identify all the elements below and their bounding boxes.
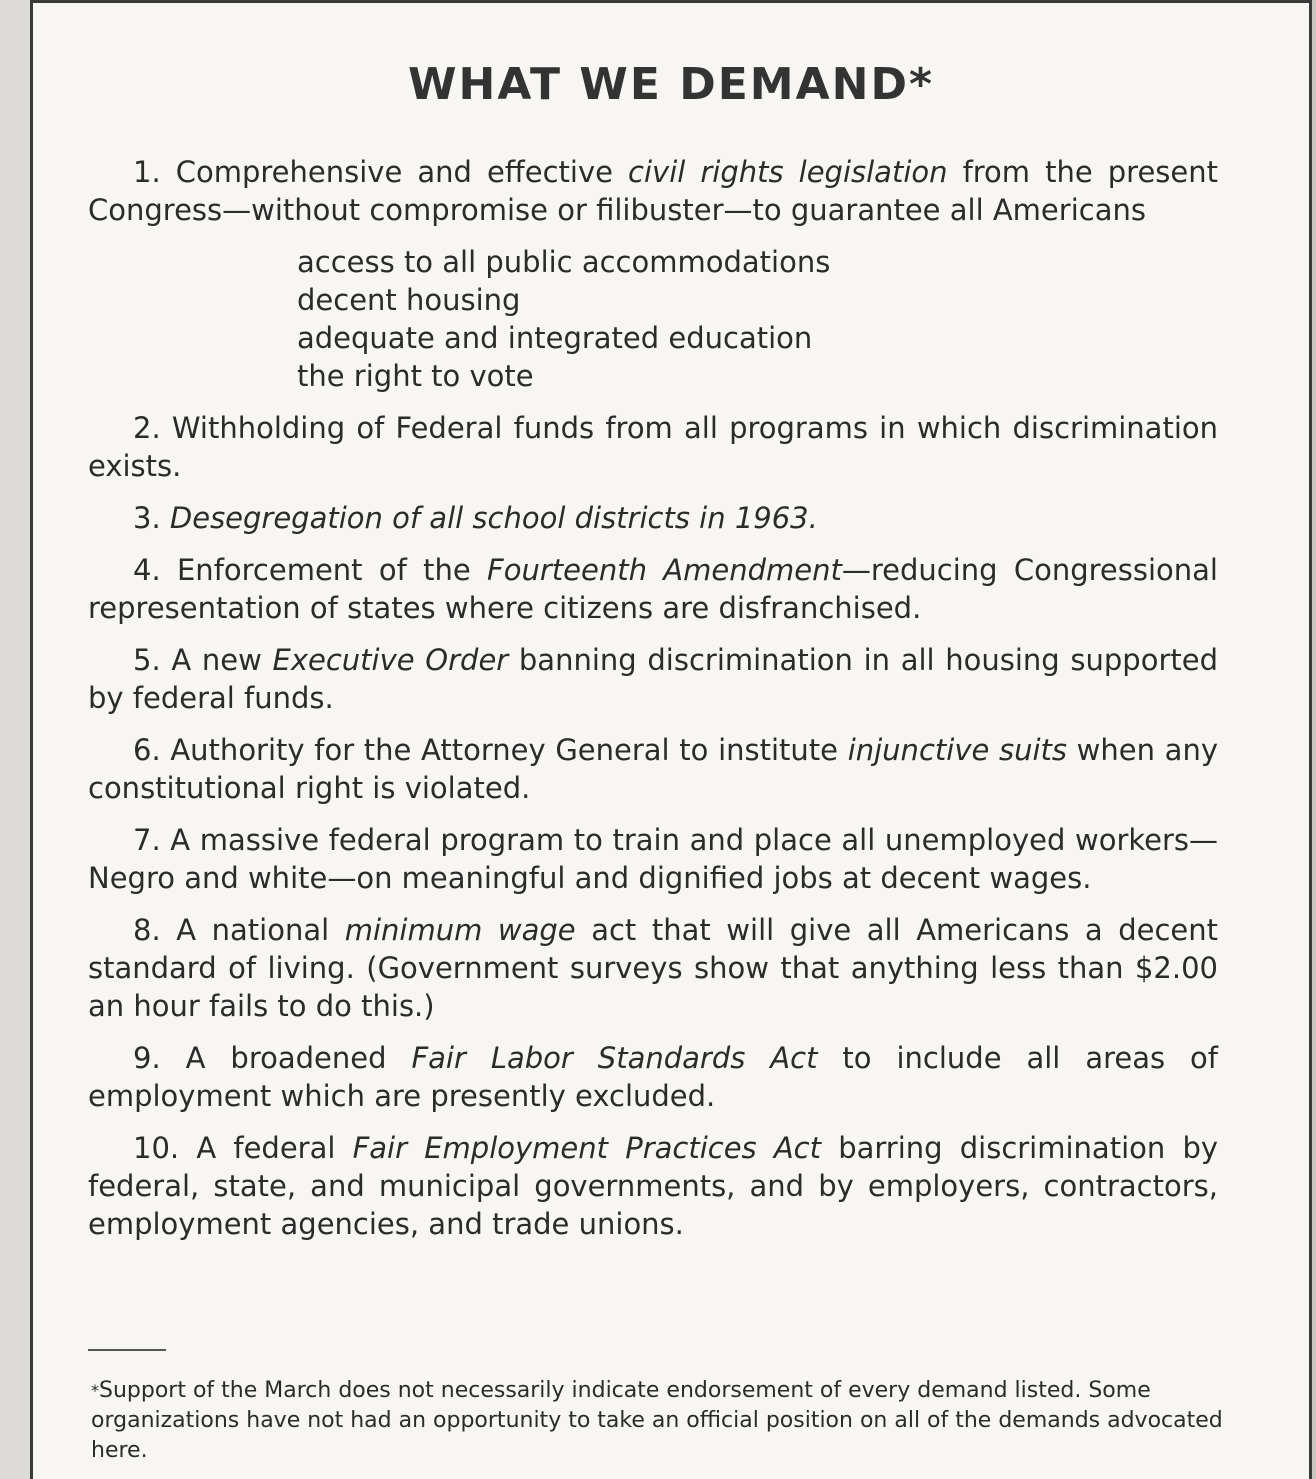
demand-text: from the present Congress—without compromise or filibuster—to guarantee all Americans <box>88 155 1218 227</box>
page-edge-shadow <box>1312 0 1316 1479</box>
demand-item-7 <box>88 821 1218 897</box>
demand-text: act that will give all Americans a decent standard of living. (Government surveys show that anything less than $2.00 an hour fails to do this.) <box>88 913 1218 1023</box>
demand-number: 6. <box>133 733 161 767</box>
demand-emphasis: civil rights legislation <box>628 155 948 189</box>
footnote <box>91 1376 1226 1466</box>
page-title: WHAT WE DEMAND* <box>407 59 934 110</box>
footnote-marker: * <box>91 1381 99 1400</box>
subitem: access to all public accommodations <box>297 245 831 279</box>
demand-emphasis: Fair Employment Practices Act <box>352 1131 821 1165</box>
demand-text: A federal <box>196 1131 353 1165</box>
demand-emphasis: Fourteenth Amendment <box>487 553 842 587</box>
demand-number: 4. <box>133 553 161 587</box>
demand-item-6 <box>88 731 1218 807</box>
demand-number: 2. <box>133 411 161 445</box>
subitem: the right to vote <box>297 359 534 393</box>
demand-text: A new <box>171 643 273 677</box>
demand-text: —reducing Congressional representation of states where citizens are disfranchised. <box>88 553 1218 625</box>
demands-list <box>88 153 1218 1257</box>
demand-item-2 <box>88 409 1218 485</box>
demand-number: 1. <box>133 155 161 189</box>
footnote-divider <box>88 1349 166 1351</box>
demand-item-3 <box>88 499 1218 537</box>
demand-text: when any constitutional right is violated. <box>88 733 1218 805</box>
demand-text: Enforcement of the <box>176 553 488 587</box>
demand-text: Withholding of Federal funds from all programs in which discrimination exists. <box>88 411 1219 483</box>
demand-emphasis: injunctive suits <box>847 733 1068 767</box>
demand-number: 5. <box>133 643 161 677</box>
demand-number: 7. <box>133 823 161 857</box>
demand-text: A broadened <box>185 1041 412 1075</box>
demand-item-9 <box>88 1039 1218 1115</box>
demand-item-5 <box>88 641 1218 717</box>
subitem: adequate and integrated education <box>297 321 813 355</box>
demand-number: 10. <box>133 1131 180 1165</box>
demand-emphasis: Desegregation of all school districts in 1963. <box>169 501 818 535</box>
demand-text: A national <box>176 913 345 947</box>
demand-text: to include all areas of employment which are presently excluded. <box>88 1041 1218 1113</box>
demand-text: banning discrimination in all housing supported by federal funds. <box>88 643 1218 715</box>
demand-item-1 <box>88 153 1218 229</box>
demand-text: Comprehensive and effective <box>175 155 629 189</box>
demand-item-10 <box>88 1129 1218 1243</box>
footnote-text: Support of the March does not necessarily indicate endorsement of every demand listed. Some organizations have not had an opportunity to take an official position on all of the demands advocated here. <box>91 1378 1223 1463</box>
demand-1-subitems <box>297 243 1218 395</box>
document-page <box>30 0 1312 1479</box>
demand-number: 3. <box>133 501 161 535</box>
demand-text: Authority for the Attorney General to institute <box>170 733 848 767</box>
demand-item-4 <box>88 551 1218 627</box>
demand-emphasis: Executive Order <box>272 643 509 677</box>
demand-number: 8. <box>133 913 161 947</box>
demand-item-8 <box>88 911 1218 1025</box>
demand-text: A massive federal program to train and place all unemployed workers—Negro and white—on meaningful and dignified jobs at decent wages. <box>88 823 1219 895</box>
demand-text: barring discrimination by federal, state, and municipal governments, and by employers, contractors, employment agencies, and trade unions. <box>88 1131 1219 1241</box>
demand-number: 9. <box>133 1041 161 1075</box>
demand-emphasis: minimum wage <box>344 913 576 947</box>
demand-emphasis: Fair Labor Standards Act <box>411 1041 818 1075</box>
subitem: decent housing <box>297 283 521 317</box>
